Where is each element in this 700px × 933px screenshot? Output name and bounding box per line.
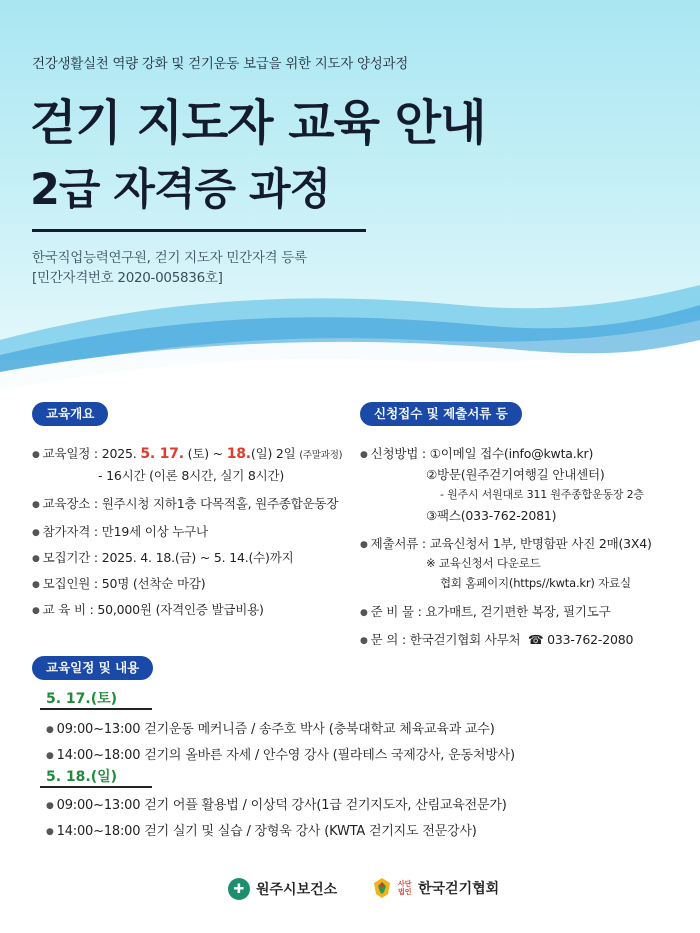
application-section-label: 신청접수 및 제출서류 등 — [360, 402, 522, 426]
wonju-health-center-logo: ✚ 원주시보건소 — [228, 878, 337, 900]
bullet-icon: ● — [46, 800, 54, 811]
bullet-icon: ● — [46, 724, 54, 735]
health-cross-icon: ✚ — [228, 878, 250, 900]
contact-row: ● 문 의 : 한국걷기협회 사무처 ☎ 033-762-2080 — [360, 632, 634, 647]
method2-address: - 원주시 서원대로 311 원주종합운동장 2층 — [440, 488, 644, 501]
method-row: ● 신청방법 : ①이메일 접수(info@kwta.kr) — [360, 446, 594, 461]
kwta-logo: 사단법인 한국걷기협회 — [372, 876, 499, 900]
day1-underline — [40, 708, 152, 710]
day2-underline — [40, 786, 152, 788]
docs-note: ※ 교육신청서 다운로드 — [426, 556, 541, 570]
schedule-item: ● 09:00~13:00 걷기운동 메커니즘 / 송주호 박사 (충북대학교 체육교육과 교수) — [46, 722, 495, 737]
schedule-item: ● 09:00~13:00 걷기 어플 활용법 / 이상덕 강사(1급 걷기지도자, 산림교육전문가) — [46, 798, 507, 813]
bullet-icon: ● — [46, 750, 54, 761]
recruit-period-row: ● 모집기간 : 2025. 4. 18.(금) ~ 5. 14.(수)까지 — [32, 550, 294, 565]
bullet-icon: ● — [360, 635, 368, 646]
method3-row: ③팩스(033-762-2081) — [426, 508, 557, 523]
phone-icon: ☎ — [527, 632, 544, 647]
method2-row: ②방문(원주걷기여행길 안내센터) — [426, 467, 605, 482]
kwta-emblem-icon — [372, 876, 392, 900]
day2-date: 5. 18.(일) — [46, 769, 118, 785]
eligibility-row: ● 참가자격 : 만19세 이상 누구나 — [32, 524, 208, 539]
bullet-icon: ● — [360, 539, 368, 550]
registration-number: [민간자격번호 2020-005836호] — [32, 270, 223, 286]
overview-section-label: 교육개요 — [32, 402, 108, 426]
prep-row: ● 준 비 물 : 요가매트, 걷기편한 복장, 필기도구 — [360, 604, 611, 619]
recruit-count-row: ● 모집인원 : 50명 (선착순 마감) — [32, 576, 206, 591]
program-section-label: 교육일정 및 내용 — [32, 656, 153, 680]
bullet-icon: ● — [360, 607, 368, 618]
hours-row: - 16시간 (이론 8시간, 실기 8시간) — [98, 468, 285, 483]
page-subtitle: 2급 자격증 과정 — [30, 165, 331, 215]
fee-row: ● 교 육 비 : 50,000원 (자격인증 발급비용) — [32, 602, 264, 617]
bullet-icon: ● — [32, 579, 40, 590]
wave-decoration — [0, 280, 700, 400]
schedule-item: ● 14:00~18:00 걷기 실기 및 실습 / 장형욱 강사 (KWTA 걷기지도 전문강사) — [46, 824, 477, 839]
bullet-icon: ● — [32, 553, 40, 564]
bullet-icon: ● — [46, 826, 54, 837]
bullet-icon: ● — [360, 449, 368, 460]
docs-download-link[interactable]: 협회 홈페이지(https//kwta.kr) 자료실 — [440, 576, 631, 590]
docs-row: ● 제출서류 : 교육신청서 1부, 반명함판 사진 2매(3X4) — [360, 536, 652, 551]
day1-date: 5. 17.(토) — [46, 691, 118, 707]
page-title: 걷기 지도자 교육 안내 — [30, 95, 486, 151]
bullet-icon: ● — [32, 449, 40, 460]
bullet-icon: ● — [32, 499, 40, 510]
bullet-icon: ● — [32, 527, 40, 538]
schedule-row: ● 교육일정 : 2025. 5. 17. (토) ~ 18.(일) 2일 (주말과정) — [32, 446, 343, 462]
title-underline — [32, 229, 366, 232]
registration-text: 한국직업능력연구원, 걷기 지도자 민간자격 등록 — [32, 250, 307, 266]
schedule-item: ● 14:00~18:00 걷기의 올바른 자세 / 안수영 강사 (필라테스 국제강사, 운동처방사) — [46, 748, 515, 763]
bullet-icon: ● — [32, 605, 40, 616]
subtitle-top: 건강생활실천 역량 강화 및 걷기운동 보급을 위한 지도자 양성과정 — [32, 56, 408, 72]
place-row: ● 교육장소 : 원주시청 지하1층 다목적홀, 원주종합운동장 — [32, 496, 339, 511]
